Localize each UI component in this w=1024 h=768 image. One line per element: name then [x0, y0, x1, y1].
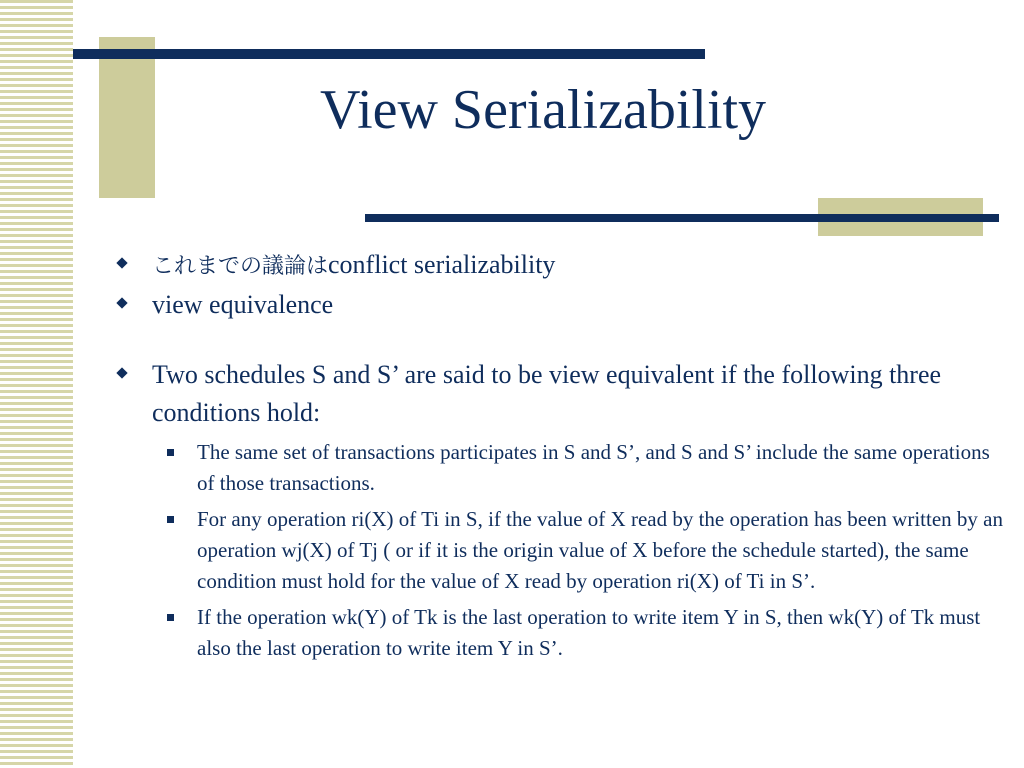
square-bullet-icon: [167, 614, 174, 621]
bullet-prefix-japanese: これまでの議論は: [152, 254, 329, 279]
bullet-text: conflict serializability: [328, 250, 556, 279]
top-rule-line: [73, 49, 705, 59]
sub-bullet-text: For any operation ri(X) of Ti in S, if the value of X read by the operation has been written by an operation wj(X) of Tj ( or if it is the origin value of X before the schedule started), the same condition must hold for the value of X read by operation ri(X) of Ti in S’.: [197, 507, 1003, 593]
middle-rule-line: [365, 214, 999, 222]
bullet-text: view equivalence: [152, 290, 334, 319]
bullet-text: Two schedules S and S’ are said to be view equivalent if the following three conditions hold:: [152, 360, 942, 427]
sub-bullet-text: The same set of transactions participates in S and S’, and S and S’ include the same operations of those transactions.: [197, 440, 990, 495]
diamond-bullet-icon: [116, 367, 127, 378]
sub-bullet-item: [197, 602, 1004, 664]
left-stripe-pattern: [0, 0, 73, 768]
bullet-item: [114, 356, 1004, 432]
diamond-bullet-icon: [116, 297, 127, 308]
square-bullet-icon: [167, 449, 174, 456]
sub-bullet-text: If the operation wk(Y) of Tk is the last operation to write item Y in S, then wk(Y) of Tk must also the last operation to write item Y in S’.: [197, 605, 981, 660]
bullet-item: [114, 246, 1004, 286]
sub-bullet-item: [197, 504, 1004, 597]
diamond-bullet-icon: [116, 257, 127, 268]
decorative-block-top-left: [99, 37, 155, 198]
bullet-item: [114, 286, 1004, 324]
square-bullet-icon: [167, 516, 174, 523]
sub-bullet-item: [197, 437, 1004, 499]
slide-title: View Serializability: [320, 79, 767, 141]
slide-body: [114, 246, 1004, 664]
